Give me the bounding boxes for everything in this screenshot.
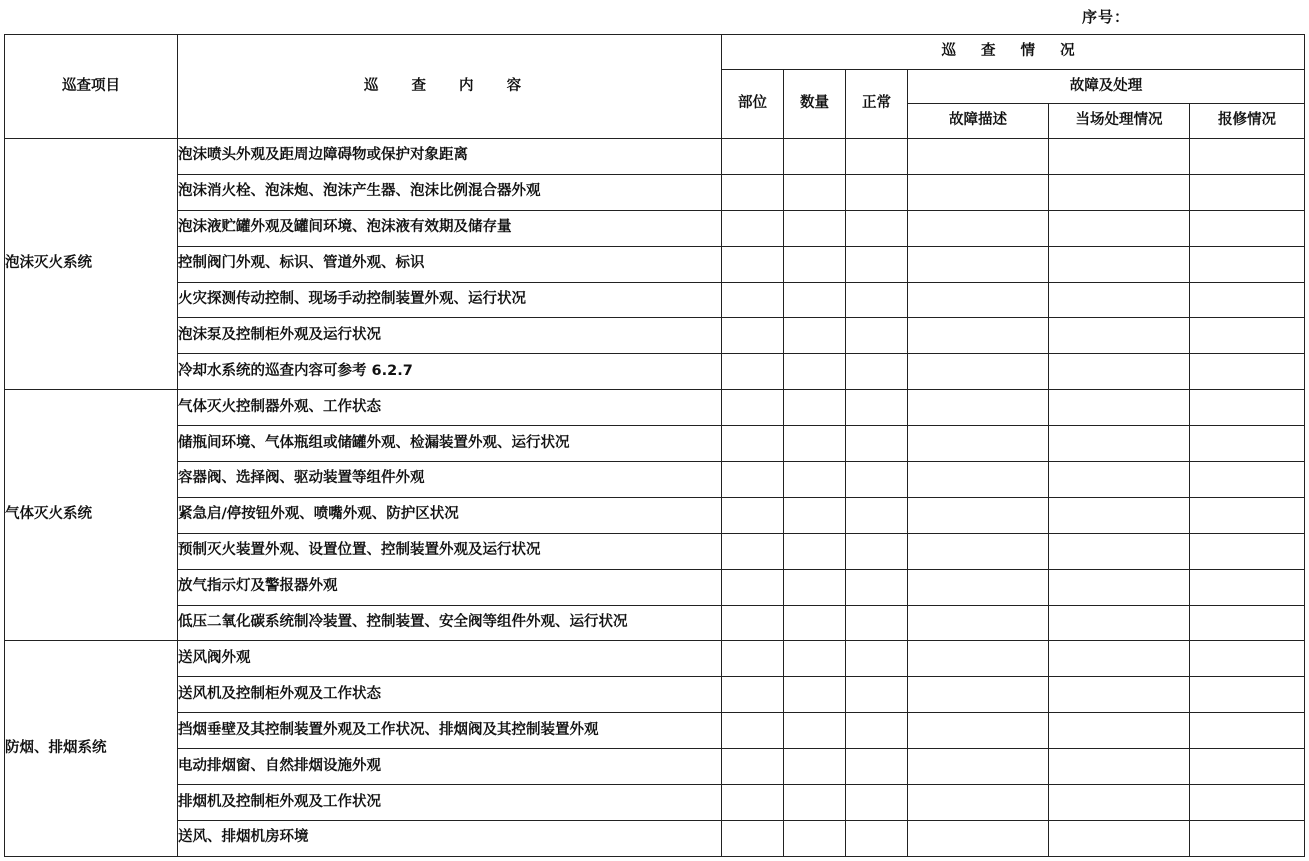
repair-cell[interactable] — [1190, 497, 1305, 533]
fault-desc-cell[interactable] — [908, 390, 1049, 426]
onsite-cell[interactable] — [1049, 282, 1190, 318]
onsite-cell[interactable] — [1049, 713, 1190, 749]
normal-cell[interactable] — [846, 462, 908, 498]
onsite-cell[interactable] — [1049, 605, 1190, 641]
quantity-cell[interactable] — [784, 426, 846, 462]
normal-cell[interactable] — [846, 174, 908, 210]
repair-cell[interactable] — [1190, 820, 1305, 856]
header-onsite: 当场处理情况 — [1049, 104, 1190, 139]
quantity-cell[interactable] — [784, 785, 846, 821]
fault-desc-cell[interactable] — [908, 785, 1049, 821]
quantity-cell[interactable] — [784, 749, 846, 785]
fault-desc-cell[interactable] — [908, 820, 1049, 856]
fault-desc-cell[interactable] — [908, 139, 1049, 175]
header-part: 部位 — [722, 70, 784, 139]
onsite-cell[interactable] — [1049, 749, 1190, 785]
normal-cell[interactable] — [846, 210, 908, 246]
header-situation: 巡 查 情 况 — [722, 35, 1305, 70]
fault-desc-cell[interactable] — [908, 713, 1049, 749]
inspection-item-cell: 送风机及控制柜外观及工作状态 — [178, 677, 722, 713]
inspection-item-cell: 排烟机及控制柜外观及工作状况 — [178, 785, 722, 821]
repair-cell[interactable] — [1190, 282, 1305, 318]
inspection-item-cell: 低压二氧化碳系统制冷装置、控制装置、安全阀等组件外观、运行状况 — [178, 605, 722, 641]
normal-cell[interactable] — [846, 426, 908, 462]
table-row — [5, 820, 1305, 856]
inspection-table — [4, 34, 1305, 857]
normal-cell[interactable] — [846, 390, 908, 426]
header-normal: 正常 — [846, 70, 908, 139]
normal-cell[interactable] — [846, 533, 908, 569]
normal-cell[interactable] — [846, 677, 908, 713]
quantity-cell[interactable] — [784, 354, 846, 390]
inspection-item-cell: 放气指示灯及警报器外观 — [178, 569, 722, 605]
quantity-cell[interactable] — [784, 174, 846, 210]
normal-cell[interactable] — [846, 605, 908, 641]
inspection-item-cell: 火灾探测传动控制、现场手动控制装置外观、运行状况 — [178, 282, 722, 318]
header-fault-desc: 故障描述 — [908, 104, 1049, 139]
quantity-cell[interactable] — [784, 677, 846, 713]
onsite-cell[interactable] — [1049, 641, 1190, 677]
normal-cell[interactable] — [846, 318, 908, 354]
onsite-cell[interactable] — [1049, 426, 1190, 462]
quantity-cell[interactable] — [784, 641, 846, 677]
table-row — [5, 677, 1305, 713]
repair-cell[interactable] — [1190, 246, 1305, 282]
inspection-item-cell: 电动排烟窗、自然排烟设施外观 — [178, 749, 722, 785]
quantity-cell[interactable] — [784, 713, 846, 749]
fault-desc-cell[interactable] — [908, 246, 1049, 282]
inspection-item-cell: 泡沫喷头外观及距周边障碍物或保护对象距离 — [178, 139, 722, 175]
onsite-cell[interactable] — [1049, 533, 1190, 569]
table-row — [5, 497, 1305, 533]
table-row — [5, 713, 1305, 749]
normal-cell[interactable] — [846, 820, 908, 856]
table-header — [5, 35, 1305, 139]
repair-cell[interactable] — [1190, 569, 1305, 605]
repair-cell[interactable] — [1190, 210, 1305, 246]
table-row — [5, 390, 1305, 426]
part-cell[interactable] — [722, 210, 784, 246]
onsite-cell[interactable] — [1049, 210, 1190, 246]
header-quantity: 数量 — [784, 70, 846, 139]
repair-cell[interactable] — [1190, 605, 1305, 641]
repair-cell[interactable] — [1190, 641, 1305, 677]
table-row — [5, 174, 1305, 210]
quantity-cell[interactable] — [784, 533, 846, 569]
header-fault-handling: 故障及处理 — [908, 70, 1305, 104]
normal-cell[interactable] — [846, 497, 908, 533]
onsite-cell[interactable] — [1049, 174, 1190, 210]
table-row — [5, 533, 1305, 569]
inspection-item-cell: 泡沫泵及控制柜外观及运行状况 — [178, 318, 722, 354]
repair-cell[interactable] — [1190, 318, 1305, 354]
normal-cell[interactable] — [846, 246, 908, 282]
inspection-item-cell: 控制阀门外观、标识、管道外观、标识 — [178, 246, 722, 282]
fault-desc-cell[interactable] — [908, 569, 1049, 605]
part-cell[interactable] — [722, 139, 784, 175]
quantity-cell[interactable] — [784, 497, 846, 533]
repair-cell[interactable] — [1190, 462, 1305, 498]
fault-desc-cell[interactable] — [908, 318, 1049, 354]
repair-cell[interactable] — [1190, 713, 1305, 749]
repair-cell[interactable] — [1190, 426, 1305, 462]
onsite-cell[interactable] — [1049, 318, 1190, 354]
table-row — [5, 749, 1305, 785]
onsite-cell[interactable] — [1049, 569, 1190, 605]
quantity-cell[interactable] — [784, 246, 846, 282]
fault-desc-cell[interactable] — [908, 354, 1049, 390]
inspection-item-cell: 泡沫液贮罐外观及罐间环境、泡沫液有效期及储存量 — [178, 210, 722, 246]
onsite-cell[interactable] — [1049, 497, 1190, 533]
quantity-cell[interactable] — [784, 318, 846, 354]
repair-cell[interactable] — [1190, 785, 1305, 821]
part-cell[interactable] — [722, 677, 784, 713]
normal-cell[interactable] — [846, 569, 908, 605]
table-row — [5, 139, 1305, 175]
fault-desc-cell[interactable] — [908, 497, 1049, 533]
fault-desc-cell[interactable] — [908, 174, 1049, 210]
header-repair: 报修情况 — [1190, 104, 1305, 139]
inspection-item-cell: 挡烟垂壁及其控制装置外观及工作状况、排烟阀及其控制装置外观 — [178, 713, 722, 749]
quantity-cell[interactable] — [784, 390, 846, 426]
table-row — [5, 318, 1305, 354]
onsite-cell[interactable] — [1049, 820, 1190, 856]
fault-desc-cell[interactable] — [908, 677, 1049, 713]
table-row — [5, 210, 1305, 246]
part-cell[interactable] — [722, 246, 784, 282]
serial-number-label: 序号： — [1082, 8, 1131, 26]
inspection-item-cell: 容器阀、选择阀、驱动装置等组件外观 — [178, 462, 722, 498]
fault-desc-cell[interactable] — [908, 210, 1049, 246]
part-cell[interactable] — [722, 318, 784, 354]
repair-cell[interactable] — [1190, 749, 1305, 785]
part-cell[interactable] — [722, 354, 784, 390]
onsite-cell[interactable] — [1049, 677, 1190, 713]
part-cell[interactable] — [722, 426, 784, 462]
inspection-item-cell: 送风阀外观 — [178, 641, 722, 677]
inspection-item-cell: 气体灭火控制器外观、工作状态 — [178, 390, 722, 426]
onsite-cell[interactable] — [1049, 246, 1190, 282]
part-cell[interactable] — [722, 605, 784, 641]
repair-cell[interactable] — [1190, 139, 1305, 175]
normal-cell[interactable] — [846, 713, 908, 749]
category-cell: 泡沫灭火系统 — [5, 139, 178, 390]
normal-cell[interactable] — [846, 139, 908, 175]
inspection-item-cell: 泡沫消火栓、泡沫炮、泡沫产生器、泡沫比例混合器外观 — [178, 174, 722, 210]
table-row — [5, 426, 1305, 462]
category-cell: 防烟、排烟系统 — [5, 641, 178, 857]
part-cell[interactable] — [722, 749, 784, 785]
repair-cell[interactable] — [1190, 677, 1305, 713]
inspection-item-cell: 储瓶间环境、气体瓶组或储罐外观、检漏装置外观、运行状况 — [178, 426, 722, 462]
repair-cell[interactable] — [1190, 533, 1305, 569]
repair-cell[interactable] — [1190, 354, 1305, 390]
normal-cell[interactable] — [846, 785, 908, 821]
category-cell: 气体灭火系统 — [5, 390, 178, 641]
normal-cell[interactable] — [846, 641, 908, 677]
fault-desc-cell[interactable] — [908, 462, 1049, 498]
inspection-item-cell: 冷却水系统的巡查内容可参考 6.2.7 — [178, 354, 722, 390]
part-cell[interactable] — [722, 174, 784, 210]
table-row — [5, 785, 1305, 821]
normal-cell[interactable] — [846, 282, 908, 318]
table-row — [5, 462, 1305, 498]
header-project: 巡查项目 — [5, 35, 178, 139]
onsite-cell[interactable] — [1049, 354, 1190, 390]
part-cell[interactable] — [722, 641, 784, 677]
part-cell[interactable] — [722, 785, 784, 821]
fault-desc-cell[interactable] — [908, 426, 1049, 462]
onsite-cell[interactable] — [1049, 785, 1190, 821]
table-row — [5, 354, 1305, 390]
quantity-cell[interactable] — [784, 605, 846, 641]
part-cell[interactable] — [722, 713, 784, 749]
fault-desc-cell[interactable] — [908, 282, 1049, 318]
table-row — [5, 246, 1305, 282]
table-row — [5, 569, 1305, 605]
table-row — [5, 605, 1305, 641]
part-cell[interactable] — [722, 497, 784, 533]
fault-desc-cell[interactable] — [908, 533, 1049, 569]
onsite-cell[interactable] — [1049, 390, 1190, 426]
table-row — [5, 641, 1305, 677]
part-cell[interactable] — [722, 569, 784, 605]
repair-cell[interactable] — [1190, 174, 1305, 210]
fault-desc-cell[interactable] — [908, 605, 1049, 641]
inspection-item-cell: 紧急启/停按钮外观、喷嘴外观、防护区状况 — [178, 497, 722, 533]
part-cell[interactable] — [722, 462, 784, 498]
part-cell[interactable] — [722, 390, 784, 426]
onsite-cell[interactable] — [1049, 462, 1190, 498]
part-cell[interactable] — [722, 282, 784, 318]
table-row — [5, 282, 1305, 318]
inspection-item-cell: 送风、排烟机房环境 — [178, 820, 722, 856]
inspection-item-cell: 预制灭火装置外观、设置位置、控制装置外观及运行状况 — [178, 533, 722, 569]
header-content: 巡 查 内 容 — [178, 35, 722, 139]
normal-cell[interactable] — [846, 354, 908, 390]
quantity-cell[interactable] — [784, 210, 846, 246]
onsite-cell[interactable] — [1049, 139, 1190, 175]
fault-desc-cell[interactable] — [908, 641, 1049, 677]
fault-desc-cell[interactable] — [908, 749, 1049, 785]
quantity-cell[interactable] — [784, 462, 846, 498]
part-cell[interactable] — [722, 820, 784, 856]
part-cell[interactable] — [722, 533, 784, 569]
quantity-cell[interactable] — [784, 569, 846, 605]
normal-cell[interactable] — [846, 749, 908, 785]
quantity-cell[interactable] — [784, 282, 846, 318]
repair-cell[interactable] — [1190, 390, 1305, 426]
table-body — [5, 139, 1305, 857]
quantity-cell[interactable] — [784, 139, 846, 175]
quantity-cell[interactable] — [784, 820, 846, 856]
